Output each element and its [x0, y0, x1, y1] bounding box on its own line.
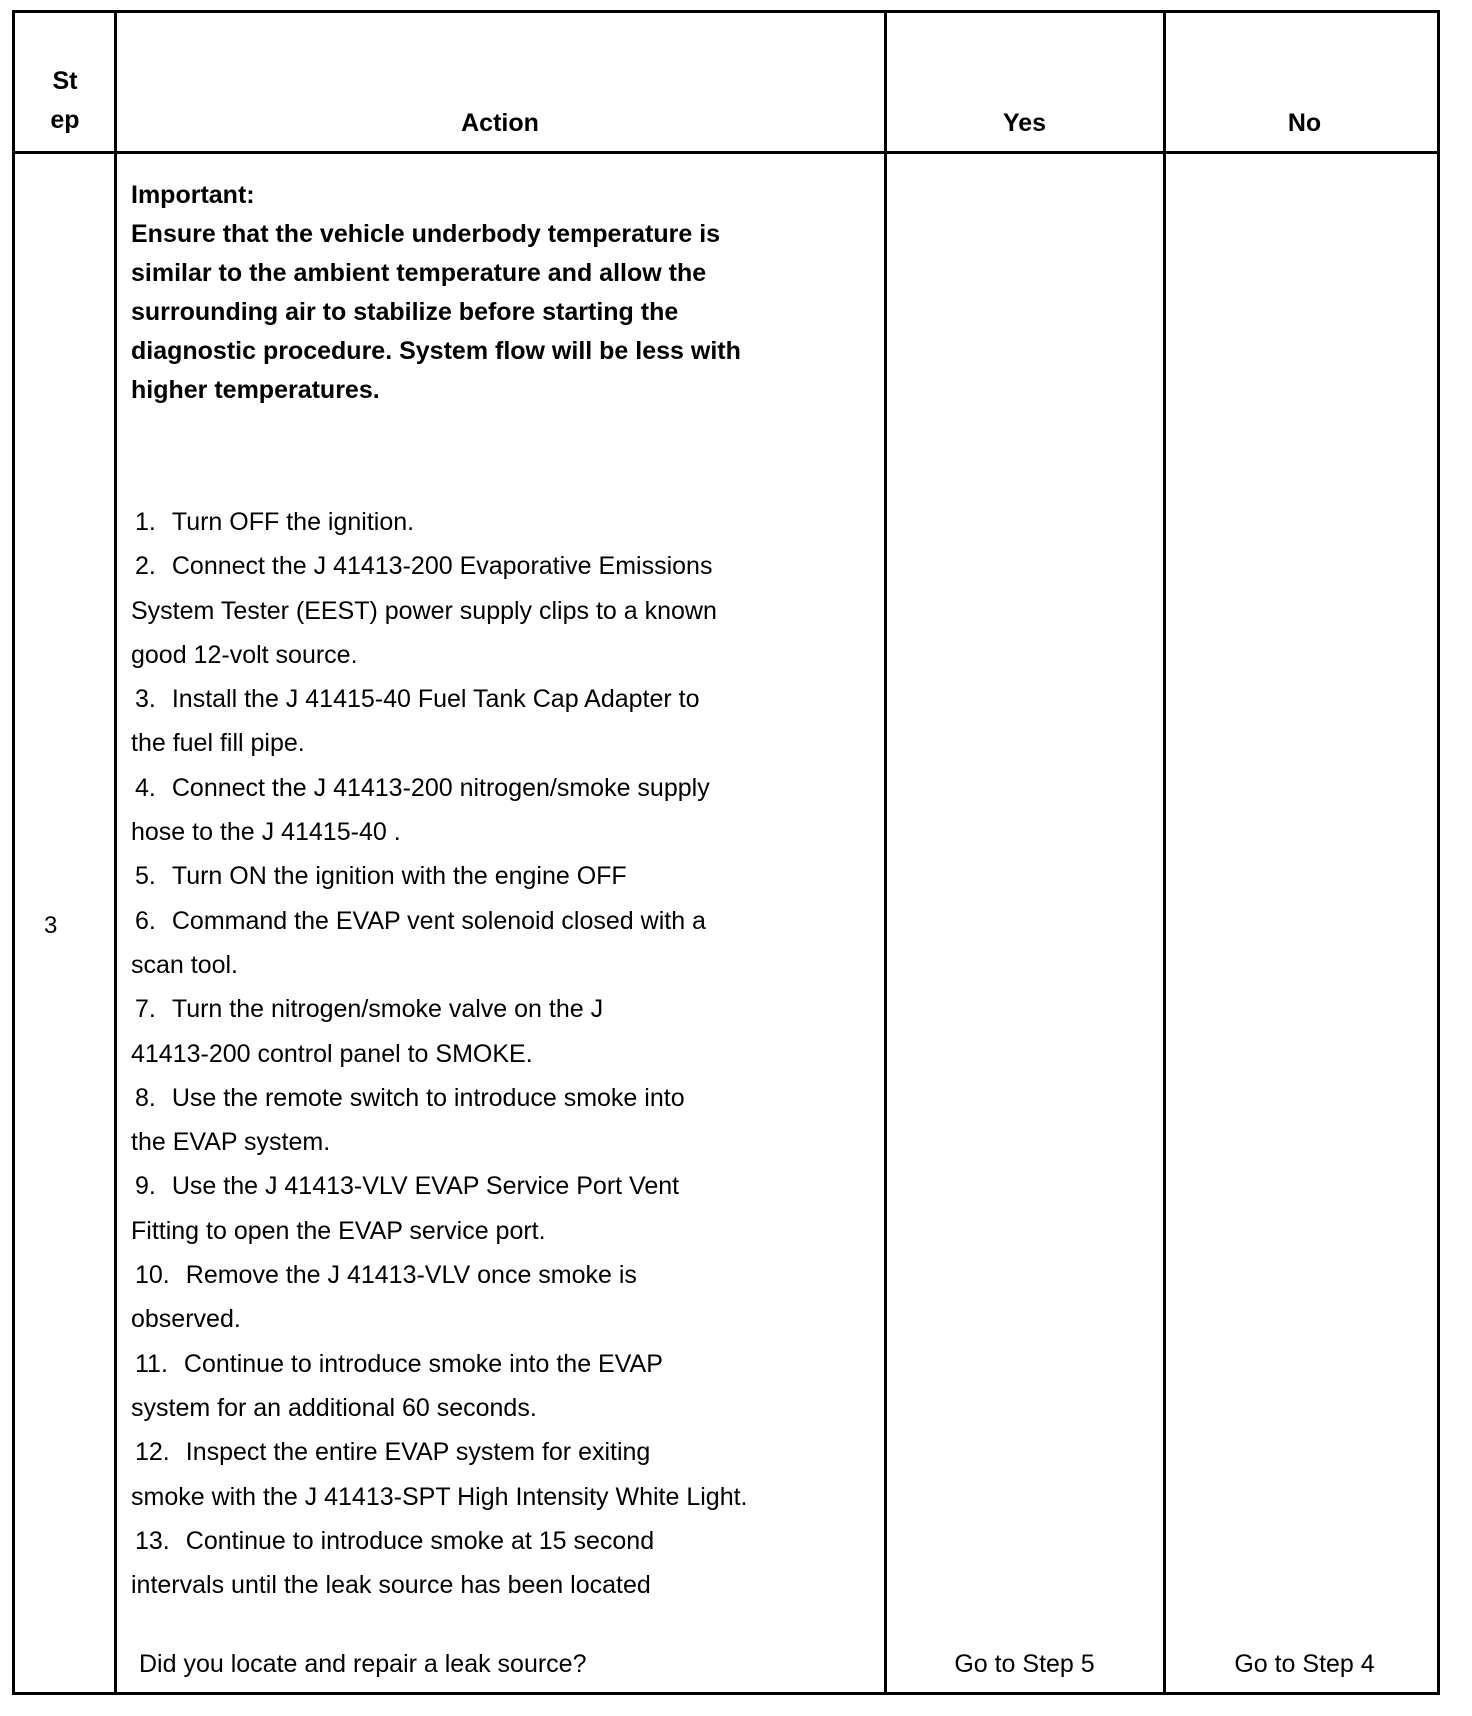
procedure-step-text: Command the EVAP vent solenoid closed with a [171, 906, 706, 935]
procedure-step-text: Turn ON the ignition with the engine OFF [171, 862, 627, 891]
procedure-step-text: Use the remote switch to introduce smoke into [171, 1083, 685, 1112]
procedure-step-text: Install the J 41415-40 Fuel Tank Cap Adapter to [171, 685, 700, 714]
procedure-step-text: Connect the J 41413-200 nitrogen/smoke supply [171, 773, 710, 802]
important-label: Important: [131, 181, 255, 209]
procedure-step-continuation: System Tester (EEST) power supply clips to a known [131, 596, 717, 625]
procedure-step-number: 5. [135, 862, 156, 891]
header-yes: Yes [1002, 109, 1047, 137]
important-line: higher temperatures. [131, 376, 380, 404]
table-bottom-border [12, 1692, 1440, 1695]
procedure-step-continuation: 41413-200 control panel to SMOKE. [131, 1039, 533, 1068]
procedure-step-continuation: system for an additional 60 seconds. [131, 1393, 537, 1422]
procedure-step-number: 7. [135, 995, 156, 1024]
procedure-step-number: 1. [135, 508, 156, 536]
procedure-step-continuation: good 12-volt source. [131, 640, 358, 669]
procedure-step [131, 766, 851, 810]
procedure-step [131, 1519, 851, 1563]
procedure-step-text: Turn the nitrogen/smoke valve on the J [171, 995, 604, 1024]
column-border-right [1437, 10, 1440, 1695]
procedure-step [131, 1076, 851, 1120]
column-border-step-action [114, 10, 117, 1695]
column-border-yes-no [1163, 10, 1166, 1695]
procedure-step-text: Turn OFF the ignition. [171, 508, 415, 536]
procedure-step-text: Inspect the entire EVAP system for exiting [185, 1438, 651, 1467]
procedure-step-text: Continue to introduce smoke into the EVAP [183, 1349, 663, 1378]
important-line: surrounding air to stabilize before starting the [131, 298, 679, 326]
procedure-step-continuation: observed. [131, 1305, 241, 1334]
column-border-action-yes [884, 10, 887, 1695]
header-bottom-border [12, 151, 1440, 154]
procedure-step-text: Connect the J 41413-200 Evaporative Emissions [171, 552, 713, 581]
procedure-step-number: 3. [135, 685, 156, 714]
important-line: diagnostic procedure. System flow will be less with [131, 337, 741, 365]
procedure-step-continuation: intervals until the leak source has been located [131, 1571, 651, 1600]
procedure-step-continuation: scan tool. [131, 950, 239, 979]
procedure-step-continuation: the EVAP system. [131, 1128, 331, 1157]
procedure-step [131, 544, 851, 588]
procedure-step-continuation: smoke with the J 41413-SPT High Intensity White Light. [131, 1482, 748, 1511]
procedure-steps-list [131, 500, 851, 1607]
important-line: similar to the ambient temperature and allow the [131, 259, 707, 287]
procedure-step [131, 1253, 851, 1297]
procedure-step-text: Use the J 41413-VLV EVAP Service Port Vent [171, 1172, 680, 1201]
column-border-left [12, 10, 15, 1695]
header-step-line2: ep [50, 106, 80, 134]
header-no: No [1287, 109, 1322, 137]
procedure-step-number: 11. [135, 1349, 168, 1378]
question-text: Did you locate and repair a leak source? [139, 1650, 587, 1678]
header-action: Action [461, 109, 539, 137]
procedure-step [131, 854, 851, 898]
procedure-step-continuation: Fitting to open the EVAP service port. [131, 1216, 546, 1245]
procedure-step [131, 987, 851, 1031]
procedure-step [131, 899, 851, 943]
procedure-step-number: 13. [135, 1526, 170, 1555]
no-result: Go to Step 4 [1234, 1650, 1375, 1678]
procedure-step [131, 1342, 851, 1386]
procedure-step-text: Remove the J 41413-VLV once smoke is [185, 1261, 637, 1290]
procedure-step-number: 8. [135, 1083, 156, 1112]
header-step [15, 62, 115, 140]
procedure-step-number: 10. [135, 1261, 170, 1290]
step-number: 3 [44, 912, 58, 939]
important-note [131, 176, 851, 410]
important-line: Ensure that the vehicle underbody temperature is [131, 220, 721, 248]
procedure-step-continuation: hose to the J 41415-40 . [131, 818, 401, 847]
procedure-step [131, 500, 851, 544]
table-top-border [12, 10, 1440, 13]
procedure-step-number: 9. [135, 1172, 156, 1201]
diagnostic-table [12, 10, 1440, 1695]
procedure-step [131, 677, 851, 721]
procedure-step-continuation: the fuel fill pipe. [131, 729, 305, 758]
procedure-step-number: 6. [135, 906, 156, 935]
header-step-line1: St [52, 67, 78, 95]
procedure-step-number: 4. [135, 773, 156, 802]
procedure-step-text: Continue to introduce smoke at 15 second [185, 1526, 655, 1555]
procedure-step [131, 1164, 851, 1208]
procedure-step [131, 1430, 851, 1474]
procedure-step-number: 2. [135, 552, 156, 581]
yes-result: Go to Step 5 [954, 1650, 1095, 1678]
procedure-step-number: 12. [135, 1438, 170, 1467]
